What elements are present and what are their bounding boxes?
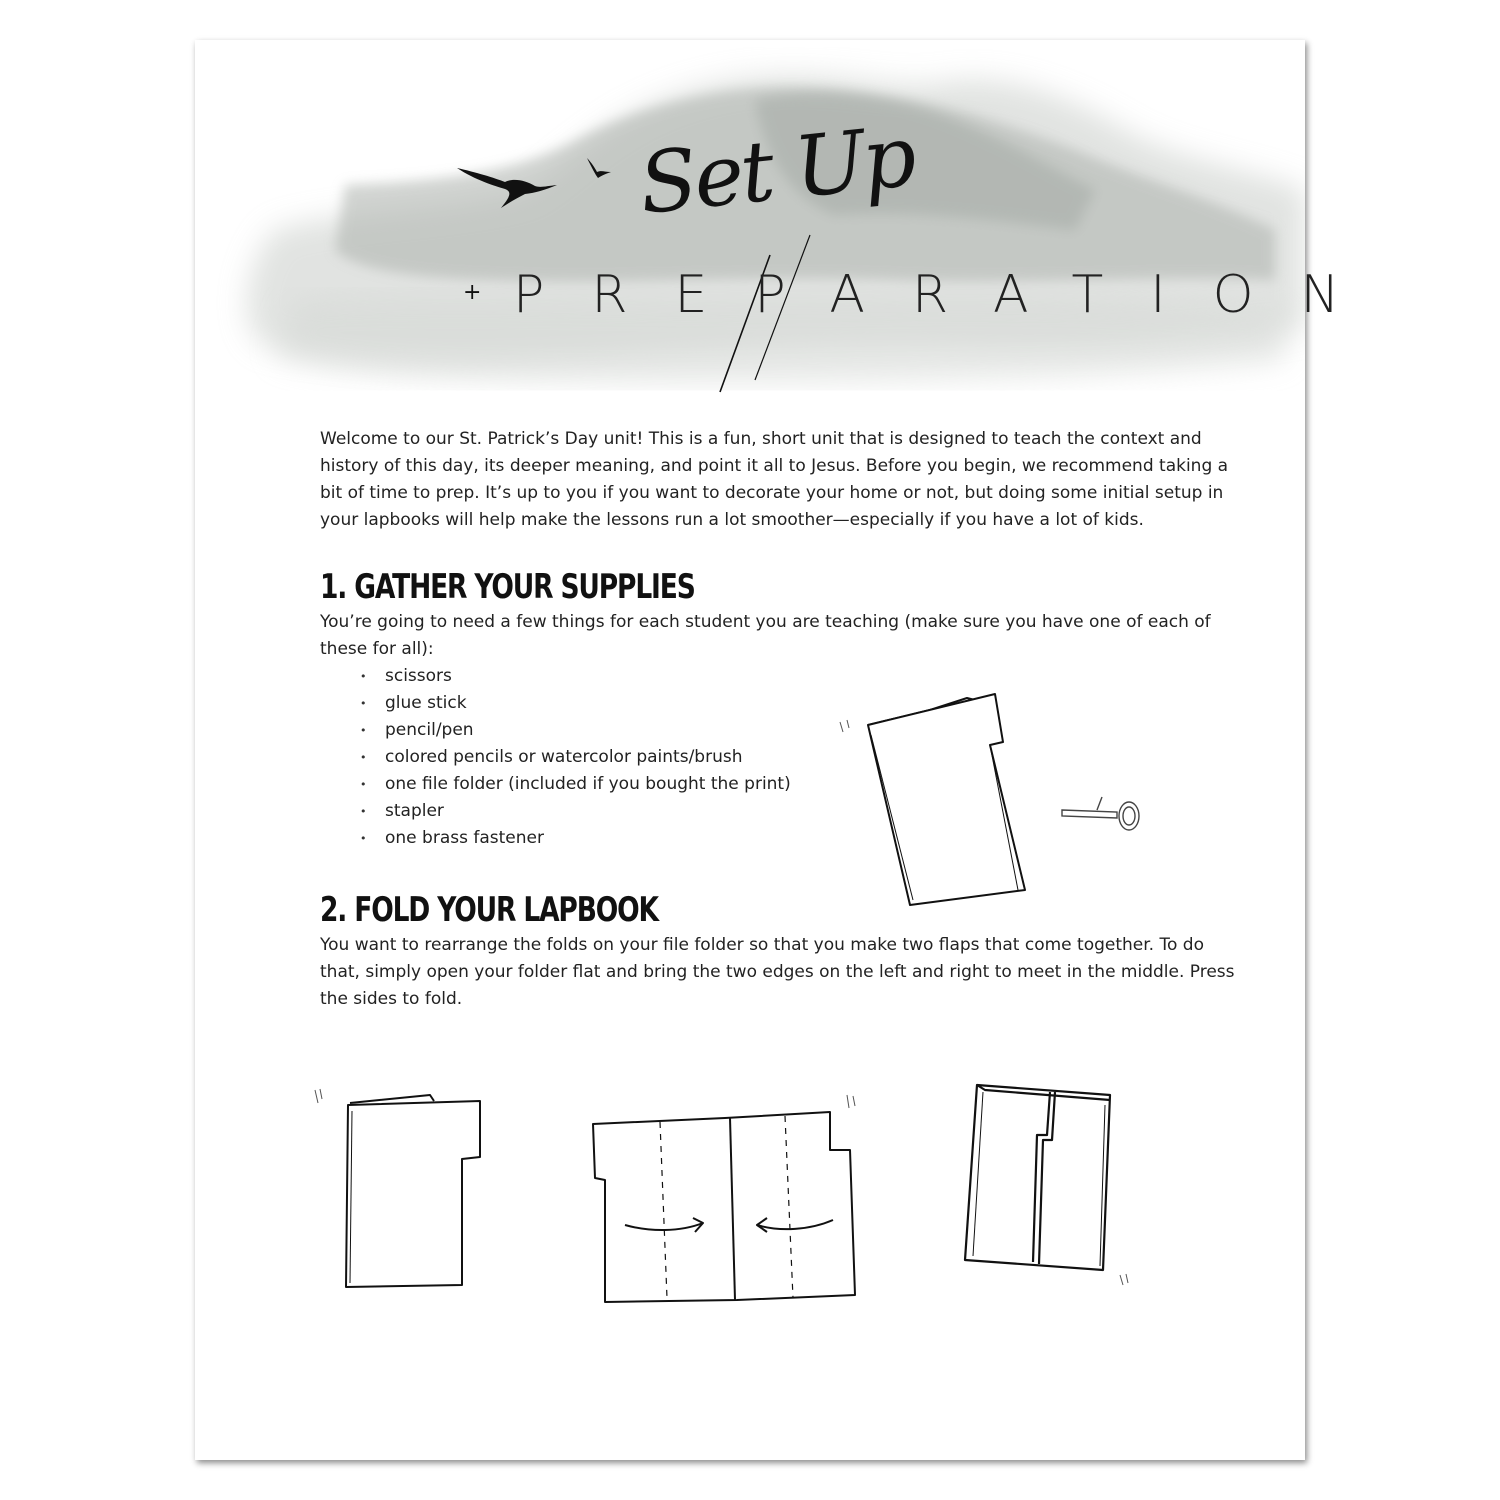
section-fold-text (320, 932, 1240, 1013)
brass-fastener-icon (1057, 792, 1147, 842)
list-item: • one file folder (included if you bought the print) (360, 771, 791, 798)
file-folder-icon (835, 690, 1035, 910)
file-folder-icon (310, 1085, 490, 1300)
list-item: • pencil/pen (360, 717, 791, 744)
list-item: • glue stick (360, 690, 791, 717)
section-fold-lapbook (320, 890, 1240, 930)
section-gather-text (320, 609, 1240, 663)
title-plus: + (463, 280, 482, 305)
folded-lapbook-icon (955, 1080, 1155, 1300)
watercolor-header (195, 40, 1305, 420)
list-item: • scissors (360, 663, 791, 690)
section-paragraph: You want to rearrange the folds on your file folder so that you make two flaps that come together. To do that, simply open your folder flat and bring the two edges on the left and right to meet in the middle. Press the sides to fold. (320, 935, 1235, 1009)
section-paragraph: You’re going to need a few things for each student you are teaching (make sure you have one of each of these for all): (320, 612, 1211, 659)
section-gather-supplies (320, 567, 1240, 607)
list-item: • one brass fastener (360, 825, 791, 852)
open-folder-icon (585, 1090, 875, 1310)
list-item: • stapler (360, 798, 791, 825)
script-title: Set Up (634, 106, 918, 233)
spaced-title: PREPARATION (513, 265, 1387, 325)
intro-section (320, 426, 1240, 534)
list-item: • colored pencils or watercolor paints/brush (360, 744, 791, 771)
section-heading: 1. GATHER YOUR SUPPLIES (320, 567, 695, 607)
section-heading: 2. FOLD YOUR LAPBOOK (320, 890, 658, 930)
worksheet-page (195, 40, 1387, 1460)
intro-paragraph: Welcome to our St. Patrick’s Day unit! This is a fun, short unit that is designed to teach the context and history of this day, its deeper meaning, and point it all to Jesus. Before you begin, we recommend taking a bit of time to prep. It’s up to you if you want to decorate your home or not, but doing some initial setup in your lapbooks will help make the lessons run a lot smoother—especially if you have a lot of kids. (320, 429, 1229, 530)
supplies-list (360, 663, 791, 852)
